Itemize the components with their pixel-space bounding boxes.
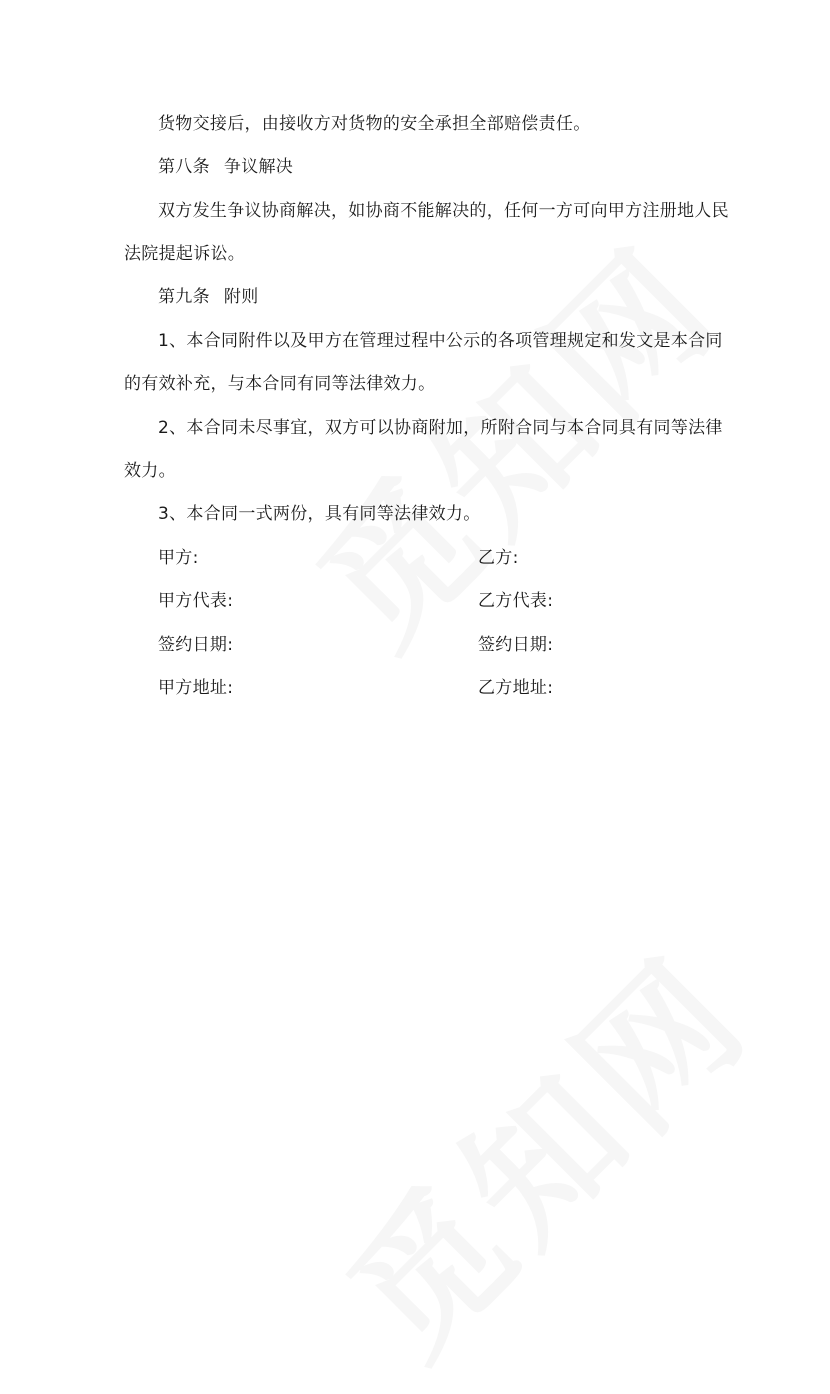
party-b-representative-label: 乙方代表: xyxy=(478,591,554,611)
party-a-label: 甲方: xyxy=(158,548,199,568)
party-a-address-label: 甲方地址: xyxy=(158,678,234,698)
paragraph-text: 货物交接后，由接收方对货物的安全承担全部赔偿责任。 xyxy=(158,114,591,134)
article-title: 附则 xyxy=(223,287,259,307)
party-a-sign-date-label: 签约日期: xyxy=(158,635,234,655)
party-b-label: 乙方: xyxy=(478,548,519,568)
party-a-representative-label: 甲方代表: xyxy=(158,591,234,611)
watermark xyxy=(294,902,786,1394)
article-heading-8 xyxy=(158,157,293,177)
paragraph-text: 3、本合同一式两份，具有同等法律效力。 xyxy=(158,504,481,524)
paragraph-text: 的有效补充，与本合同有同等法律效力。 xyxy=(124,374,436,394)
article-number: 第八条 xyxy=(158,157,210,177)
party-b-address-label: 乙方地址: xyxy=(478,678,554,698)
article-number: 第九条 xyxy=(158,287,210,307)
paragraph-text: 效力。 xyxy=(124,461,176,481)
article-title: 争议解决 xyxy=(223,157,294,177)
paragraph-text: 1、本合同附件以及甲方在管理过程中公示的各项管理规定和发文是本合同 xyxy=(158,331,723,351)
paragraph-text: 双方发生争议协商解决，如协商不能解决的，任何一方可向甲方注册地人民 xyxy=(158,201,729,221)
party-b-sign-date-label: 签约日期: xyxy=(478,635,554,655)
paragraph-text: 2、本合同未尽事宜，双方可以协商附加，所附合同与本合同具有同等法律 xyxy=(158,418,723,438)
article-heading-9 xyxy=(158,287,259,307)
paragraph-text: 法院提起诉讼。 xyxy=(124,244,246,264)
